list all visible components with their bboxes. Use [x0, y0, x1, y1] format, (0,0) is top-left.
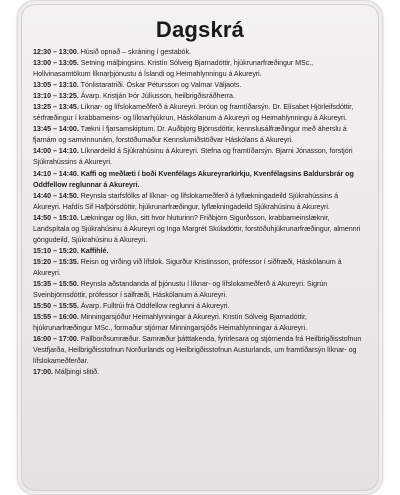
program-entry	[33, 146, 367, 168]
entry-text: Pallborðsumræður. Samræður þátttakenda, fyrirlesara og stjórnenda frá Heilbrigðisstofnun Vestfjarða, Heilbrigðisstofnun Norðurlands og Heilbrigðisstofnun Austurlands, um framtíðarsýn líknar- og lífslokameðferðar.	[33, 335, 362, 366]
program-entry	[33, 301, 367, 312]
entry-text: Ávarp. Kristján Þór Júlíusson, heilbrigðisráðherra.	[80, 92, 235, 101]
program-entry	[33, 257, 367, 279]
entry-text: Minningarsjóður Heimahlynningar á Akureyri. Kristín Sólveig Bjarnadóttir, hjúkrunarfræðingur MSc., formaður stjórnar Minningarsjóðs Heimahlynningar á Akureyri.	[33, 313, 307, 333]
entry-text: Reynsla aðstandanda af þjónustu í líknar- og lífslokameðferð á Akureyri. Sigrún Sveinbjörnsdóttir, prófessor í sálfræði, Háskólanum á Akureyri.	[33, 279, 328, 300]
entry-time: 14:00 – 14:10.	[33, 147, 79, 156]
entry-time: 13:25 – 13:45.	[33, 103, 79, 112]
program-entry	[33, 91, 367, 102]
program-entry-break	[33, 169, 367, 191]
entry-time: 14:50 – 15:10.	[33, 213, 79, 222]
entry-text: Tónlistaratriði. Óskar Pétursson og Valmar Väljaots.	[80, 81, 242, 90]
entry-text: Málþingi slitið.	[54, 368, 99, 377]
program-entry	[33, 47, 367, 58]
program-card	[21, 4, 379, 491]
entry-text: Líknar- og lífslokameðferð á Akureyri. Þróun og framtíðarsýn. Dr. Elísabet Hjörleifsdóttir, sérfræðingur í krabbameins- og líknarhjúkrun, Háskólanum á Akureyri og Heimahlynningu á Akureyri.	[33, 103, 354, 123]
entry-time: 13:00 – 13:05.	[33, 59, 79, 68]
program-entry	[33, 312, 367, 334]
entry-time: 13:05 – 13:10.	[33, 81, 79, 90]
program-entry-break	[33, 246, 367, 257]
entry-time: 15:55 – 16:00.	[33, 313, 79, 322]
page-title: Dagskrá	[155, 17, 245, 42]
entry-text: Kaffi og meðlæti í boði Kvenfélags Akureyrarkirkju, Kvenfélagsins Baldursbrár og Oddfellow reglunnar á Akureyri.	[33, 169, 354, 189]
entry-time: 13:45 – 14:00.	[33, 125, 79, 134]
entry-text: Líknardeild á Sjúkrahúsinu á Akureyri. Stefna og framtíðarsýn. Bjarni Jónasson, forstjóri Sjúkrahússins á Akureyri.	[33, 147, 353, 167]
program-entry	[33, 80, 367, 91]
program-entry	[33, 58, 367, 80]
program-entry	[33, 367, 367, 378]
program-entry	[33, 124, 367, 146]
entry-text: Kaffihlé.	[80, 246, 109, 255]
entry-text: Lækningar og líkn, sitt hvor hluturinn? Friðbjörn Sigurðsson, krabbameinslæknir, Landspítala og Sjúkrahúsinu á Akureyri og Inga Margrét Skúladóttir, forstöðuhjúkrunarfræðingur, almennri göngudeild, Sjúkrahúsinu á Akureyri.	[33, 213, 361, 244]
program-list	[33, 47, 367, 378]
program-entry	[33, 334, 367, 367]
program-entry	[33, 102, 367, 124]
entry-text: Ávarp. Fulltrúi frá Oddfellow reglunni á Akureyri.	[80, 302, 230, 311]
entry-time: 15:20 – 15:35.	[33, 257, 79, 266]
program-entry	[33, 213, 367, 246]
entry-time: 15:10 – 15:20.	[33, 246, 79, 255]
program-entry	[33, 191, 367, 213]
entry-time: 17:00.	[33, 368, 53, 377]
entry-time: 15:50 – 15:55.	[33, 302, 79, 311]
entry-time: 14:40 – 14:50.	[33, 191, 79, 200]
program-entry	[33, 279, 367, 301]
entry-text: Reynsla starfsfólks af líknar- og lífslokameðferð á lyflækningadeild Sjúkrahússins á Akureyri. Hafdís Sif Hafþórsdóttir, hjúkrunarfræðingur, lyflækningadeild Sjúkrahúsinu á Akureyri.	[33, 191, 339, 211]
entry-text: Setning málþingsins. Kristín Sólveig Bjarnadóttir, hjúkrunarfræðingur MSc., Hollvinasamtökum líknarþjónustu á Íslandi og Heimahlynningu á Akureyri.	[33, 59, 314, 79]
entry-text: Húsið opnað – skráning í gestabók.	[80, 48, 191, 56]
entry-time: 16:00 – 17:00.	[33, 335, 79, 344]
entry-time: 12:30 – 13:00.	[33, 48, 79, 56]
entry-time: 14:10 – 14:40.	[33, 169, 79, 178]
entry-time: 13:10 – 13:25.	[33, 92, 79, 101]
entry-text: Reisn og virðing við lífslok. Sigurður Kristinsson, prófessor í siðfræði, Háskólanum á Akureyri.	[33, 257, 342, 277]
entry-text: Tækni í fjarsamskiptum. Dr. Auðbjörg Björnsdóttir, kennslusálfræðingur með áherslu á fjarnám og samvinnunám, forstöðumaður Kennslumiðstöðvar Háskólans á Akureyri.	[33, 125, 347, 145]
entry-time: 15:35 – 15:50.	[33, 279, 79, 288]
